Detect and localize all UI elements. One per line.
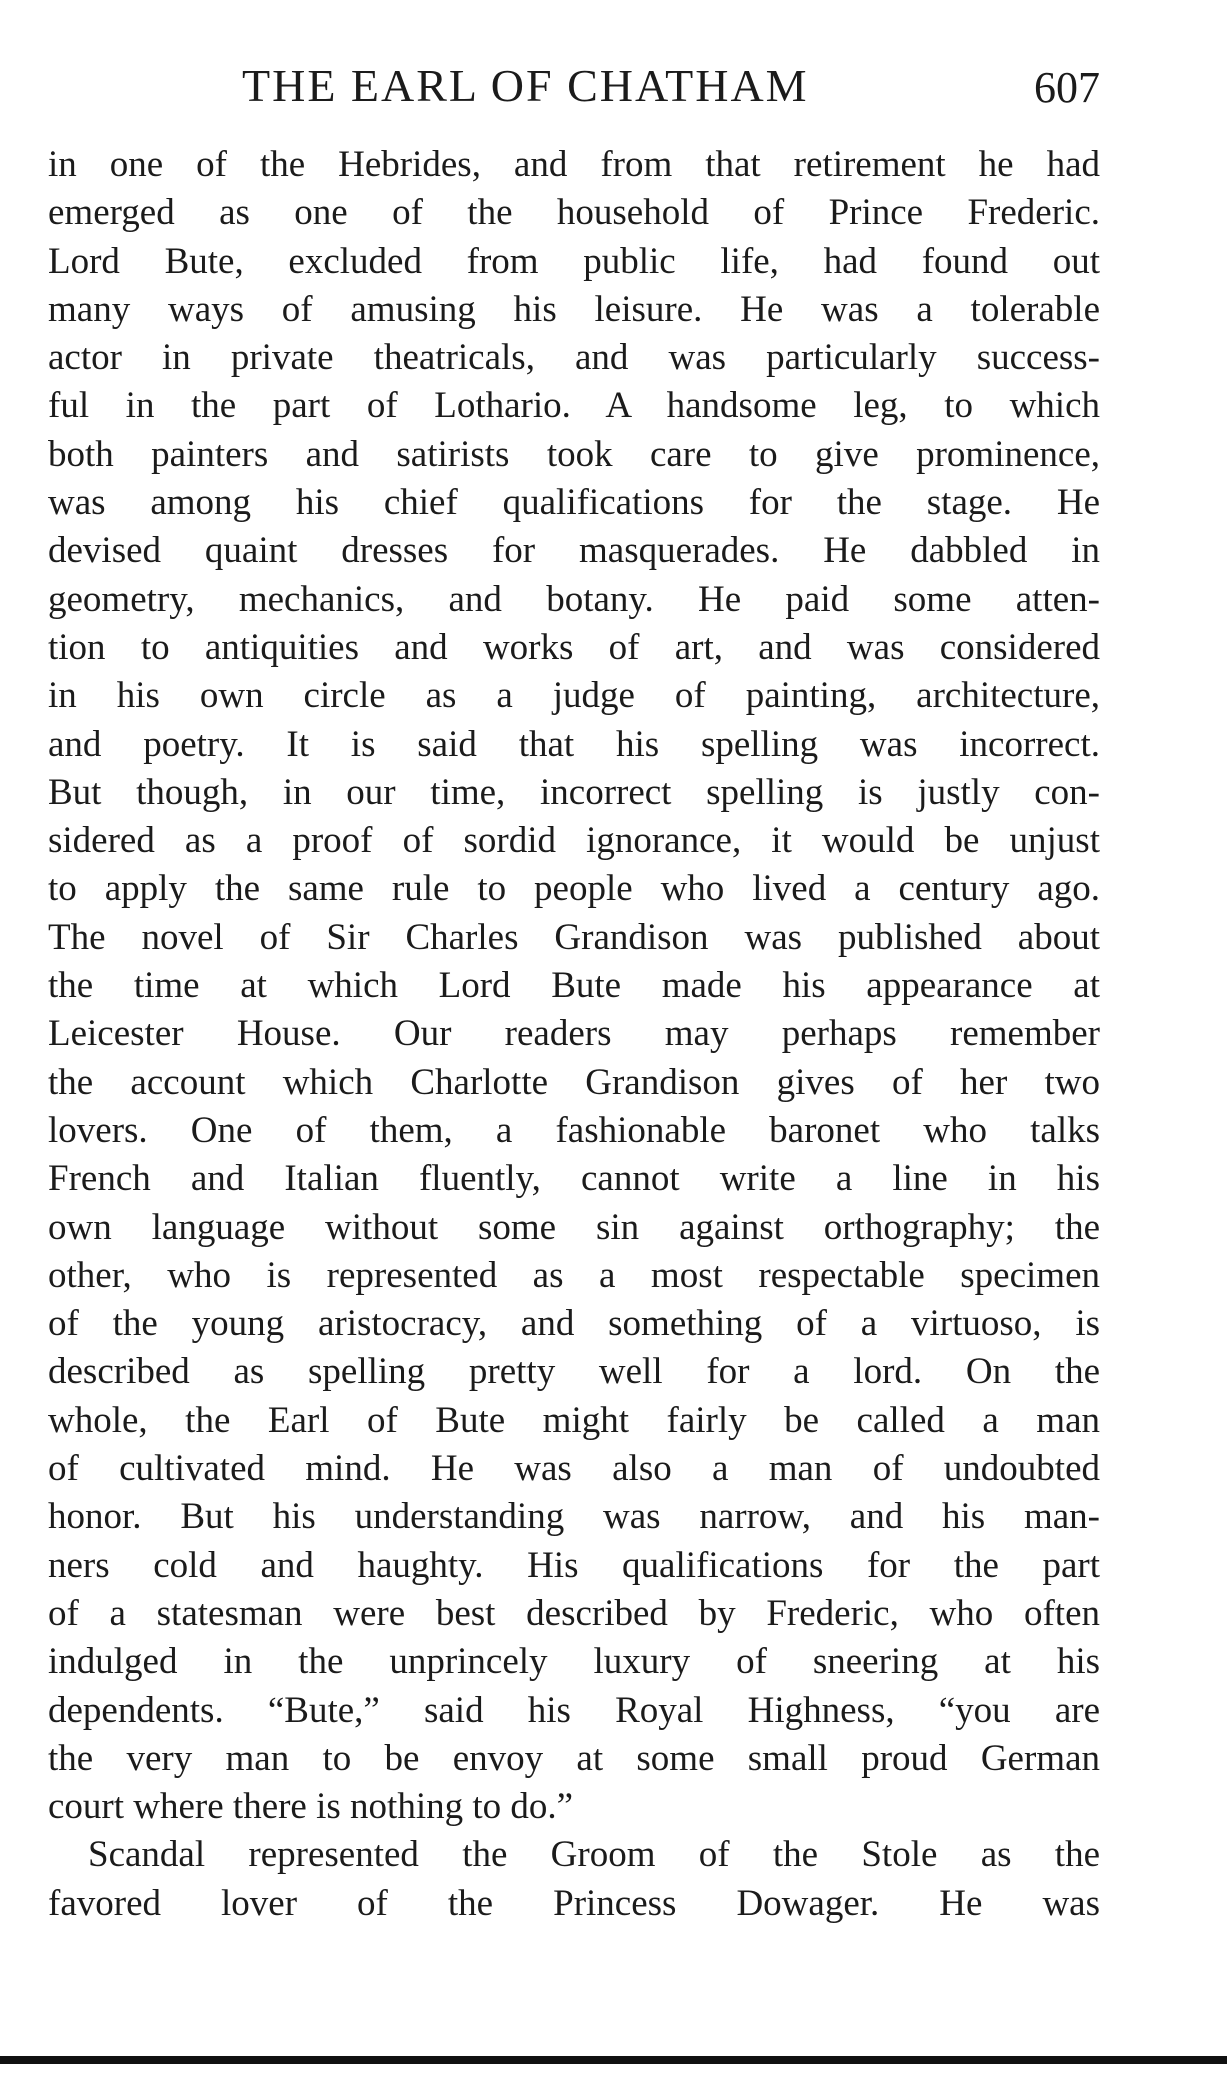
text-line: in one of the Hebrides, and from that retirement he had: [48, 144, 1100, 185]
text-line: described as spelling pretty well for a lord. On the: [48, 1351, 1100, 1393]
paragraph: [48, 1831, 1100, 1928]
text-line: of a statesman were best described by Frederic, who often: [48, 1592, 1100, 1634]
text-line: The novel of Sir Charles Grandison was published about: [48, 916, 1100, 958]
text-line: the time at which Lord Bute made his appearance at: [48, 965, 1100, 1007]
page-number: 607: [1034, 63, 1100, 112]
text-line: sidered as a proof of sordid ignorance, it would be unjust: [48, 820, 1100, 862]
text-line: dependents. “Bute,” said his Royal Highness, “you are: [48, 1689, 1100, 1731]
text-line: other, who is represented as a most respectable specimen: [48, 1254, 1100, 1296]
text-line: indulged in the unprincely luxury of sneering at his: [48, 1641, 1100, 1683]
text-line: But though, in our time, incorrect spelling is justly con-: [48, 771, 1100, 813]
text-line: honor. But his understanding was narrow, and his man-: [48, 1496, 1100, 1538]
text-line: French and Italian fluently, cannot write a line in his: [48, 1158, 1100, 1200]
text-line: emerged as one of the household of Prince Frederic.: [48, 192, 1100, 234]
text-line: own language without some sin against orthography; the: [48, 1206, 1100, 1248]
text-line: of the young aristocracy, and something of a virtuoso, is: [48, 1303, 1100, 1345]
text-line: tion to antiquities and works of art, and was considered: [48, 626, 1100, 668]
text-line: many ways of amusing his leisure. He was a tolerable: [48, 288, 1100, 330]
text-line: whole, the Earl of Bute might fairly be called a man: [48, 1399, 1100, 1441]
text-line: both painters and satirists took care to give prominence,: [48, 433, 1100, 475]
text-line: to apply the same rule to people who lived a century ago.: [48, 868, 1100, 910]
body-text: [48, 141, 1100, 1928]
text-line: Lord Bute, excluded from public life, had found out: [48, 240, 1100, 282]
text-line: and poetry. It is said that his spelling was incorrect.: [48, 723, 1100, 765]
text-line: favored lover of the Princess Dowager. He was: [48, 1882, 1100, 1924]
text-line: the very man to be envoy at some small proud German: [48, 1737, 1100, 1779]
text-line: lovers. One of them, a fashionable baronet who talks: [48, 1109, 1100, 1151]
running-title: THE EARL OF CHATHAM: [242, 60, 809, 111]
text-line: the account which Charlotte Grandison gives of her two: [48, 1061, 1100, 1103]
text-line: ful in the part of Lothario. A handsome leg, to which: [48, 385, 1100, 427]
running-head: [0, 56, 1227, 116]
text-line: ners cold and haughty. His qualifications for the part: [48, 1544, 1100, 1586]
text-line: devised quaint dresses for masquerades. He dabbled in: [48, 530, 1100, 572]
paragraph: [48, 141, 1100, 1831]
text-line: geometry, mechanics, and botany. He paid some atten-: [48, 578, 1100, 620]
bottom-rule: [0, 2056, 1227, 2064]
text-line: Leicester House. Our readers may perhaps remember: [48, 1013, 1100, 1055]
text-line: was among his chief qualifications for the stage. He: [48, 482, 1100, 524]
text-line: Scandal represented the Groom of the Stole as the: [88, 1834, 1100, 1876]
text-line: court where there is nothing to do.”: [48, 1786, 574, 1828]
text-line: actor in private theatricals, and was particularly success-: [48, 337, 1100, 379]
text-line: of cultivated mind. He was also a man of undoubted: [48, 1448, 1100, 1490]
text-line: in his own circle as a judge of painting, architecture,: [48, 675, 1100, 717]
